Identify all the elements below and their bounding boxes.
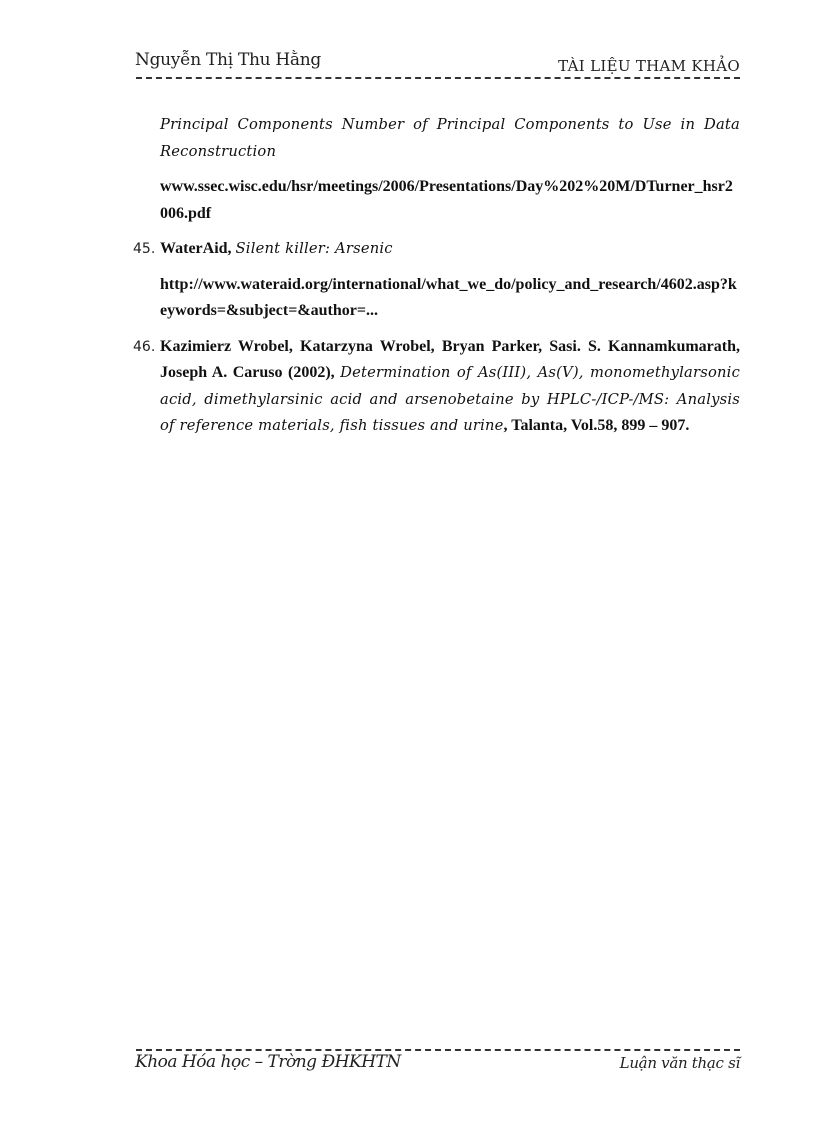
header-author: Nguyễn Thị Thu Hằng xyxy=(135,50,321,70)
reference-citation xyxy=(160,236,740,263)
continued-reference-url[interactable]: www.ssec.wisc.edu/hsr/meetings/2006/Presentations/Day%202%20M/DTurner_hsr2006.pdf xyxy=(160,178,733,222)
footer-faculty: Khoa Hóa học – Trờng ĐHKHTN xyxy=(135,1052,401,1072)
reference-author: WaterAid, xyxy=(160,240,232,257)
footer-rule xyxy=(136,1049,740,1051)
continued-reference-title: Principal Components Number of Principal Components to Use in Data Reconstruction xyxy=(160,116,740,160)
reference-title: Determination of As(III), As(V), monomethylarsonic acid, dimethylarsinic acid and arsenobetaine by HPLC-/ICP-/MS: Analysis of reference materials, fish tissues and urine xyxy=(160,364,740,434)
references-body xyxy=(133,112,740,440)
header-rule xyxy=(136,77,740,79)
reference-item-45 xyxy=(133,236,740,325)
reference-title: Silent killer: Arsenic xyxy=(235,240,393,257)
reference-citation xyxy=(160,334,740,440)
reference-item-46 xyxy=(133,334,740,440)
header-section-title: TÀI LIỆU THAM KHẢO xyxy=(558,57,740,75)
reference-number: 45. xyxy=(133,241,156,257)
footer-thesis-label: Luận văn thạc sĩ xyxy=(619,1054,740,1072)
reference-authors: Kazimierz Wrobel, Katarzyna Wrobel, Bryan Parker, Sasi. S. Kannamkumarath, Joseph A. Caruso (2002), xyxy=(160,337,740,381)
reference-url[interactable]: http://www.wateraid.org/international/what_we_do/policy_and_research/4602.asp?keywords=&subject=&author=... xyxy=(160,275,737,319)
reference-number: 46. xyxy=(133,338,156,355)
reference-journal: , Talanta, Vol.58, 899 – 907. xyxy=(503,417,690,434)
